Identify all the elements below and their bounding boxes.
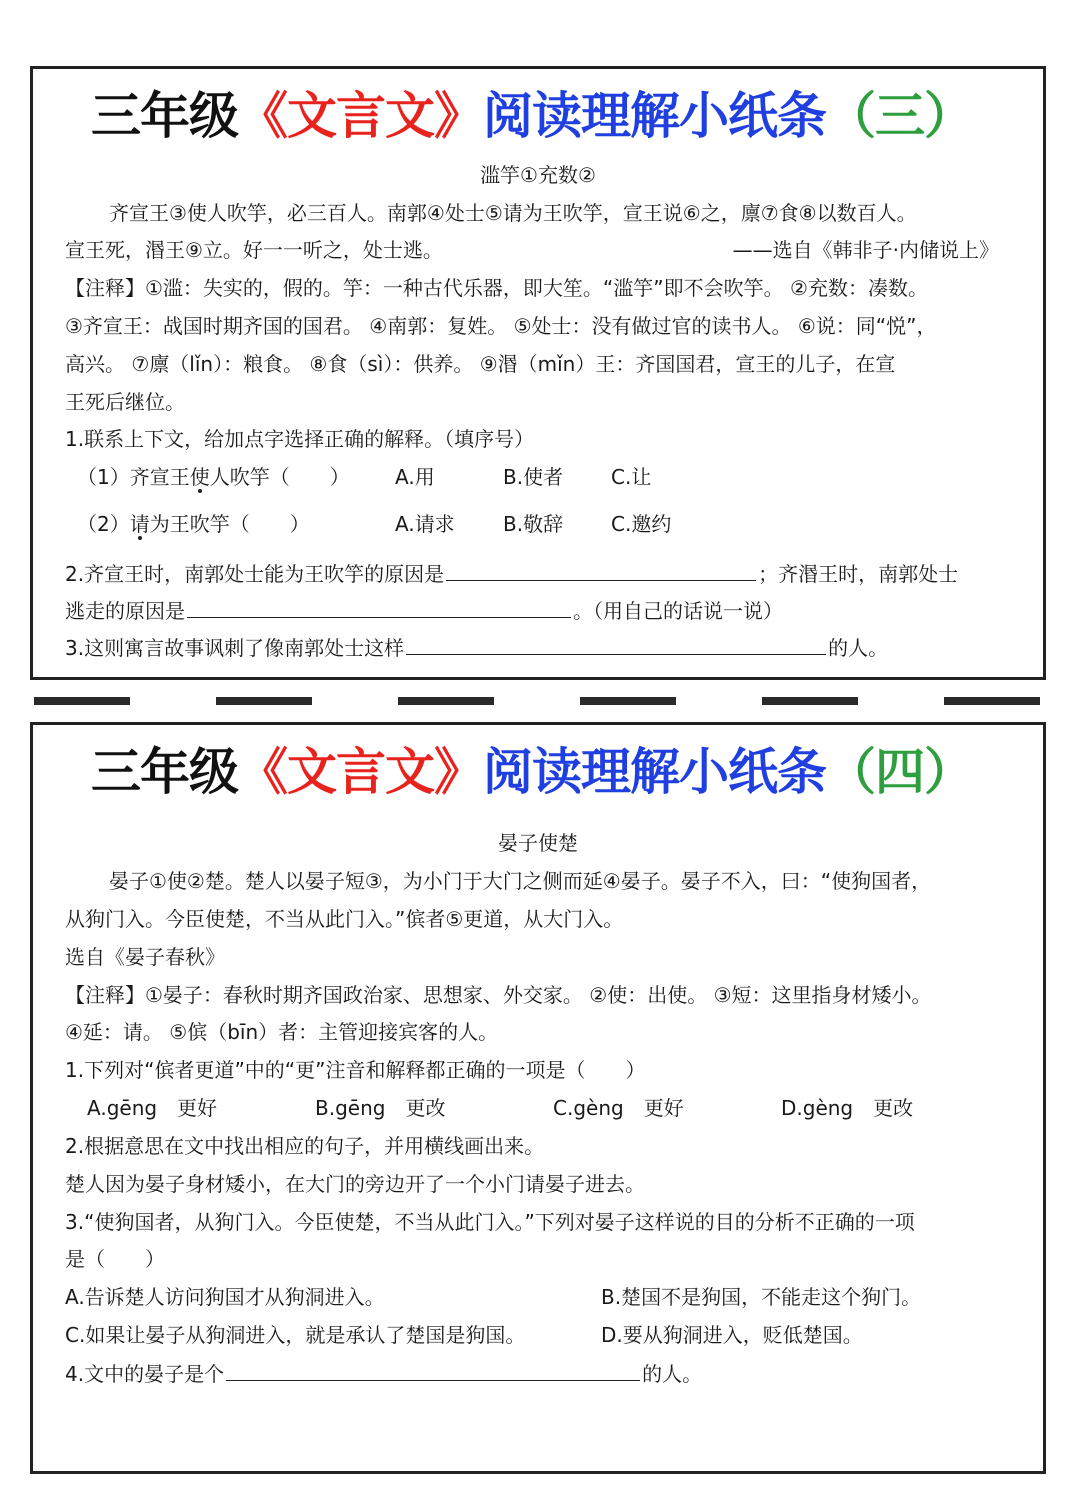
card-title — [91, 81, 973, 151]
answer-blank[interactable] — [226, 1358, 640, 1381]
option-b: B.楚国不是狗国，不能走这个狗门。 — [601, 1285, 922, 1309]
option-d: D.要从狗洞进入，贬低楚国。 — [601, 1323, 863, 1347]
option-b: B.使者 — [503, 465, 564, 489]
passage-title: 滥竽①充数② — [480, 163, 596, 187]
title-book: 《文言文》 — [238, 87, 483, 145]
question-4: 4.文中的晏子是个 的人。 — [65, 1358, 702, 1388]
cut-line-segment — [398, 697, 494, 705]
answer-blank[interactable] — [406, 632, 826, 655]
passage-source: ——选自《韩非子·内储说上》 — [732, 238, 999, 262]
answer-blank[interactable] — [187, 595, 571, 618]
option-c: C.让 — [611, 465, 652, 489]
passage-line: 从狗门入。今臣使楚，不当从此门入。”傧者⑤更道，从大门入。 — [65, 907, 624, 931]
note-line: 高兴。 ⑦廪（lǐn）：粮食。 ⑧食（sì）：供养。 ⑨湣（mǐn）王：齐国国君，宣王的儿子，在宣 — [65, 352, 896, 376]
option-b: B.敬辞 — [503, 512, 564, 536]
cut-line-segment — [34, 697, 130, 705]
question-2-hint: 楚人因为晏子身材矮小，在大门的旁边开了一个小门请晏子进去。 — [65, 1172, 645, 1196]
worksheet-card-4 — [30, 722, 1046, 1474]
worksheet-card-3 — [30, 66, 1046, 680]
question-3-cont: 是（ ） — [65, 1247, 165, 1271]
note-line: ④延：请。 ⑤傧（bīn）者：主管迎接宾客的人。 — [65, 1020, 499, 1044]
answer-blank[interactable] — [446, 558, 756, 581]
note-line: 【注释】①滥：失实的，假的。竽：一种古代乐器，即大笙。“滥竽”即不会吹竽。 ②充数：凑数。 — [65, 276, 928, 300]
question-2-cont: 逃走的原因是 。（用自己的话说一说） — [65, 595, 783, 625]
option-c: C.如果让晏子从狗洞进入，就是承认了楚国是狗国。 — [65, 1323, 526, 1347]
option-d: D.gèng 更改 — [781, 1096, 914, 1120]
passage-line: 宣王死，湣王⑨立。好一一听之，处士逃。 — [65, 238, 443, 262]
cut-line-segment — [944, 697, 1040, 705]
title-name: 阅读理解小纸条 — [483, 87, 826, 145]
note-line: ③齐宣王：战国时期齐国的国君。 ④南郭：复姓。 ⑤处士：没有做过官的读书人。 ⑥说：同“悦”， — [65, 314, 937, 338]
passage-title: 晏子使楚 — [498, 831, 578, 855]
title-name: 阅读理解小纸条 — [483, 743, 826, 801]
option-a: A.用 — [395, 465, 435, 489]
question-1: 1.联系上下文，给加点字选择正确的解释。（填序号） — [65, 427, 535, 451]
dotted-char: 使 — [189, 465, 210, 489]
card-title — [91, 737, 973, 807]
option-a: A.请求 — [395, 512, 455, 536]
dotted-char: 请 — [129, 512, 150, 536]
passage-line: 晏子①使②楚。楚人以晏子短③，为小门于大门之侧而延④晏子。晏子不入，曰：“使狗国者， — [109, 869, 932, 893]
note-line: 王死后继位。 — [65, 390, 185, 414]
passage-source: 选自《晏子春秋》 — [65, 945, 225, 969]
question-1-2: （2）请为王吹竽（ ） — [77, 512, 310, 536]
question-2: 2.根据意思在文中找出相应的句子，并用横线画出来。 — [65, 1134, 545, 1158]
title-grade: 三年级 — [91, 743, 238, 801]
option-a: A.告诉楚人访问狗国才从狗洞进入。 — [65, 1285, 385, 1309]
option-a: A.gēng 更好 — [87, 1096, 218, 1120]
title-number: （三） — [826, 87, 973, 145]
question-1: 1.下列对“傧者更道”中的“更”注音和解释都正确的一项是（ ） — [65, 1058, 646, 1082]
option-b: B.gēng 更改 — [315, 1096, 446, 1120]
title-number: （四） — [826, 743, 973, 801]
cut-line-segment — [580, 697, 676, 705]
question-2: 2.齐宣王时，南郭处士能为王吹竽的原因是 ；齐湣王时，南郭处士 — [65, 558, 958, 588]
option-c: C.gèng 更好 — [553, 1096, 684, 1120]
question-3: 3.这则寓言故事讽刺了像南郭处士这样 的人。 — [65, 632, 888, 662]
cut-line-segment — [762, 697, 858, 705]
cut-line-segment — [216, 697, 312, 705]
title-grade: 三年级 — [91, 87, 238, 145]
title-book: 《文言文》 — [238, 743, 483, 801]
note-line: 【注释】①晏子：春秋时期齐国政治家、思想家、外交家。 ②使：出使。 ③短：这里指身材矮小。 — [65, 983, 932, 1007]
passage-line: 齐宣王③使人吹竽，必三百人。南郭④处士⑤请为王吹竽，宣王说⑥之，廪⑦食⑧以数百人。 — [109, 201, 917, 225]
question-3: 3.“使狗国者，从狗门入。今臣使楚，不当从此门入。”下列对晏子这样说的目的分析不正确的一项 — [65, 1210, 915, 1234]
option-c: C.邀约 — [611, 512, 672, 536]
question-1-1: （1）齐宣王使人吹竽（ ） — [77, 465, 350, 489]
